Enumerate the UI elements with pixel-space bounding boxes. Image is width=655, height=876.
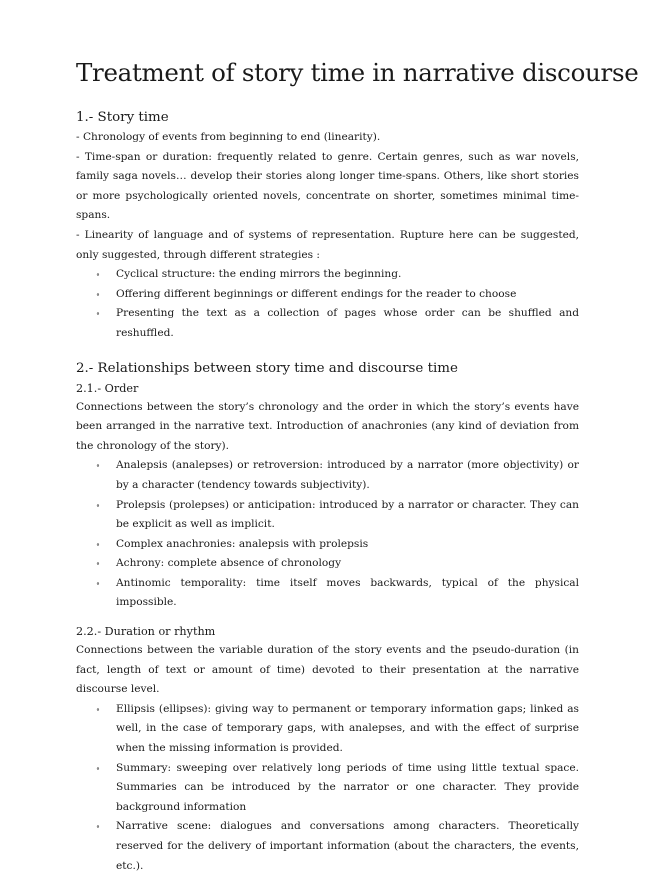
- subsection-heading: 2.2.- Duration or rhythm: [76, 625, 216, 639]
- list-item: [76, 304, 579, 343]
- bullet-list: [76, 265, 579, 343]
- list-item-text: Achrony: complete absence of chronology: [116, 557, 342, 570]
- paragraph: - Linearity of language and of systems of representation. Rupture here can be suggested, only suggested, through different strategies :: [76, 228, 579, 261]
- list-item-text: Ellipsis (ellipses): giving way to permanent or temporary information gaps; linked as well, in the case of temporary gaps, with analepses, and with the effect of surprise when the missing information is provided.: [116, 702, 579, 755]
- list-item-text: Presenting the text as a collection of pages whose order can be shuffled and reshuffled.: [116, 307, 579, 339]
- section-heading: 2.- Relationships between story time and discourse time: [76, 360, 458, 376]
- section-relationships: [76, 359, 579, 876]
- list-item: [76, 285, 579, 305]
- bullet-icon: ∘: [96, 763, 100, 773]
- bullet-icon: ∘: [96, 289, 100, 299]
- bullet-icon: ∘: [96, 578, 100, 588]
- subsection-order: [76, 379, 579, 614]
- document-page: [76, 58, 639, 876]
- paragraph: Connections between the story’s chronology and the order in which the story’s events have been arranged in the narrative text. Introduction of anachronies (any kind of deviation from the chronology of the story).: [76, 400, 579, 452]
- paragraph: - Time-span or duration: frequently related to genre. Certain genres, such as war novels, family saga novels… develop their stories along longer time-spans. Others, like short stories or more psychologically oriented novels, concentrate on shorter, sometimes minimal time-spans.: [76, 150, 579, 222]
- list-item-text: Narrative scene: dialogues and conversations among characters. Theoretically reserved for the delivery of important information (about the characters, the events, etc.).: [116, 820, 579, 872]
- list-item: [76, 496, 579, 535]
- list-item: [76, 456, 579, 495]
- bullet-icon: ∘: [96, 309, 100, 319]
- section-story-time: [76, 108, 579, 344]
- page-title: Treatment of story time in narrative discourse: [76, 58, 639, 87]
- list-item-text: Analepsis (analepses) or retroversion: introduced by a narrator (more objectivity) or by a character (tendency towards subjectivity).: [116, 459, 579, 491]
- bullet-list: [76, 700, 579, 876]
- list-item: [76, 759, 579, 818]
- bullet-icon: ∘: [96, 500, 100, 510]
- list-item: [76, 574, 579, 613]
- bullet-icon: ∘: [96, 822, 100, 832]
- bullet-icon: ∘: [96, 461, 100, 471]
- list-item-text: Prolepsis (prolepses) or anticipation: introduced by a narrator or character. They can be explicit as well as implicit.: [116, 498, 579, 531]
- list-item: [76, 700, 579, 759]
- list-item-text: Antinomic temporality: time itself moves backwards, typical of the physical impossible.: [116, 576, 579, 609]
- section-heading: 1.- Story time: [76, 110, 169, 125]
- list-item-text: Cyclical structure: the ending mirrors the beginning.: [116, 268, 402, 281]
- list-item: [76, 535, 579, 555]
- bullet-icon: ∘: [96, 559, 100, 569]
- list-item: [76, 817, 579, 876]
- list-item: [76, 554, 579, 574]
- list-item-text: Complex anachronies: analepsis with prolepsis: [116, 537, 369, 550]
- subsection-heading: 2.1.- Order: [76, 381, 139, 395]
- bullet-icon: ∘: [96, 270, 100, 280]
- bullet-icon: ∘: [96, 704, 100, 714]
- list-item: [76, 265, 579, 285]
- paragraph: - Chronology of events from beginning to end (linearity).: [76, 131, 381, 143]
- paragraph: Connections between the variable duration of the story events and the pseudo-duration (in fact, length of text or amount of time) devoted to their presentation at the narrative discourse level.: [76, 644, 579, 696]
- list-item-text: Offering different beginnings or different endings for the reader to choose: [116, 287, 517, 300]
- bullet-list: [76, 456, 579, 613]
- bullet-icon: ∘: [96, 539, 100, 549]
- subsection-duration: [76, 622, 579, 876]
- list-item-text: Summary: sweeping over relatively long periods of time using little textual space. Summaries can be introduced by the narrator or one character. They provide background information: [116, 761, 579, 813]
